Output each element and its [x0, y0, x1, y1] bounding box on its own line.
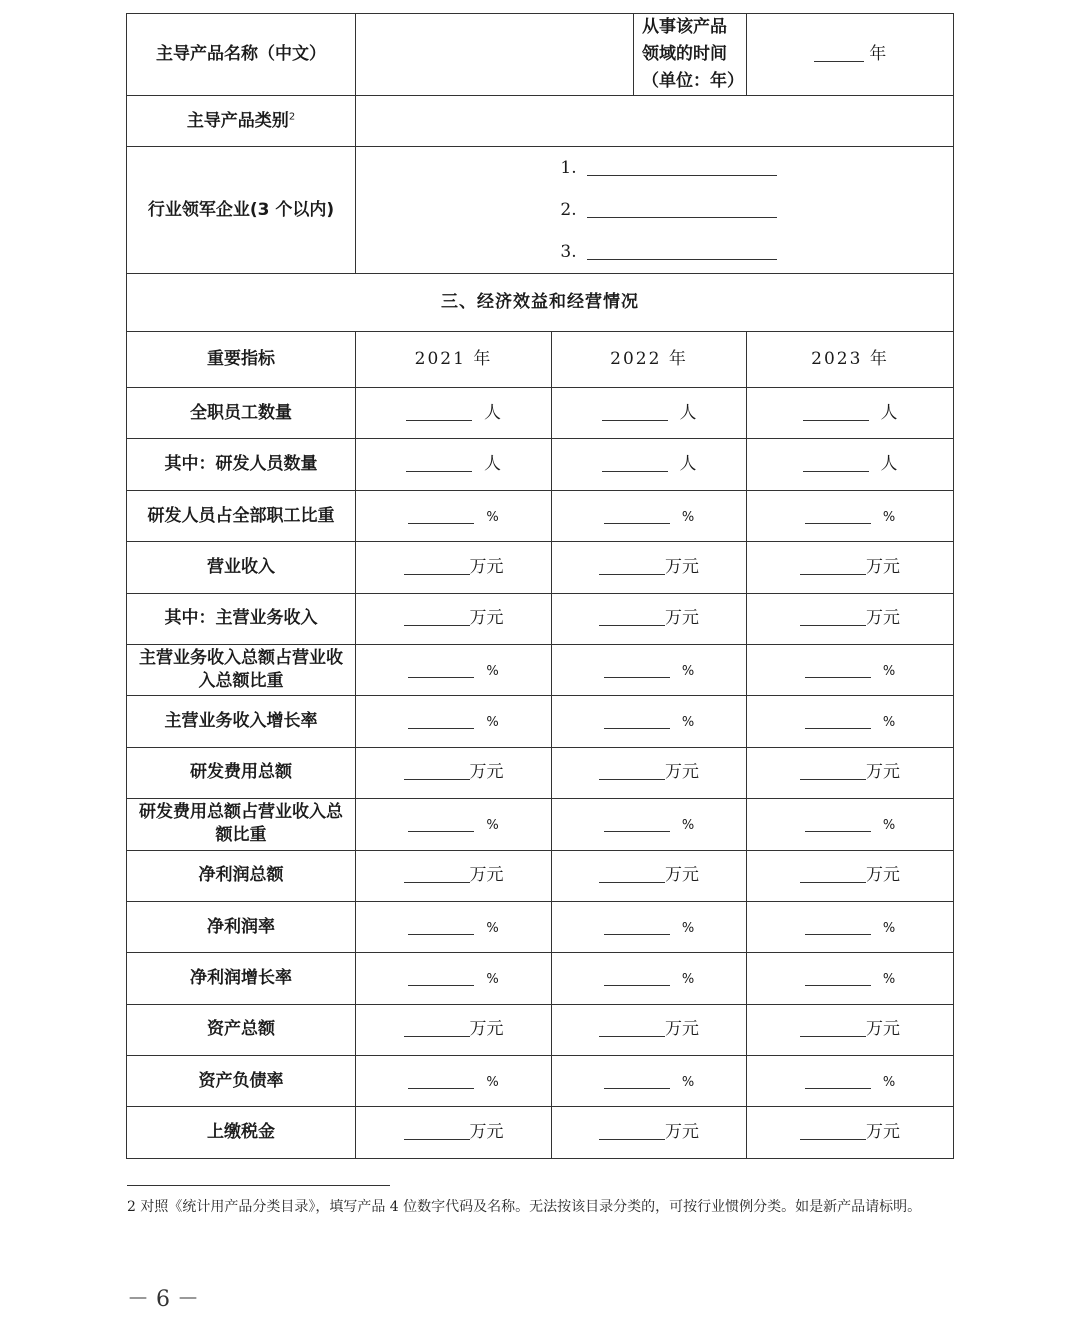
- leader-item-3: 3.: [384, 231, 953, 273]
- value-input-2021[interactable]: [408, 933, 474, 935]
- value-input-2023[interactable]: [805, 727, 871, 729]
- value-cell-2023: [747, 593, 954, 644]
- value-cell-2023: [747, 439, 954, 490]
- footnote-ref: 2: [288, 110, 296, 122]
- value-input-2023[interactable]: [800, 778, 866, 780]
- unit-label: %: [681, 663, 695, 679]
- unit-label: 人: [880, 454, 898, 475]
- page-number: － 6 －: [127, 1287, 199, 1312]
- value-cell-2023: [747, 799, 954, 850]
- footnote-divider: [127, 1185, 390, 1186]
- leader-input-1[interactable]: [587, 174, 777, 176]
- value-cell-2023: [747, 1004, 954, 1055]
- unit-label: 人: [679, 454, 697, 475]
- value-input-2021[interactable]: [404, 778, 470, 780]
- value-input-2021[interactable]: [404, 573, 470, 575]
- value-input-2022[interactable]: [602, 470, 668, 472]
- indicator-label: 全职员工数量: [127, 388, 356, 439]
- value-cell-2022: [552, 593, 747, 644]
- value-cell-2023: [747, 901, 954, 952]
- unit-label: 万元: [866, 762, 900, 783]
- unit-label: 万元: [665, 556, 699, 577]
- value-input-2021[interactable]: [404, 1035, 470, 1037]
- unit-label: %: [681, 817, 695, 833]
- product-category-row: [127, 96, 954, 147]
- section-title: 三、经济效益和经营情况: [127, 274, 954, 332]
- unit-label: %: [681, 509, 695, 525]
- year-header-2022: 2022 年: [552, 332, 747, 388]
- unit-label: 万元: [665, 762, 699, 783]
- value-cell-2022: [552, 439, 747, 490]
- industry-leaders-row: [127, 147, 954, 274]
- indicator-header: 重要指标: [127, 332, 356, 388]
- value-cell-2023: [747, 644, 954, 695]
- unit-label: %: [681, 920, 695, 936]
- value-cell-2022: [552, 850, 747, 901]
- value-input-2022[interactable]: [604, 676, 670, 678]
- value-input-2021[interactable]: [408, 984, 474, 986]
- value-input-2023[interactable]: [800, 573, 866, 575]
- value-cell-2023: [747, 388, 954, 439]
- year-header-2021: 2021 年: [356, 332, 552, 388]
- indicator-row: [127, 388, 954, 439]
- value-cell-2023: [747, 747, 954, 798]
- years-in-field-input[interactable]: [814, 60, 864, 62]
- industry-leaders-list: [356, 147, 954, 274]
- indicator-label: 营业收入: [127, 542, 356, 593]
- value-input-2022[interactable]: [604, 933, 670, 935]
- leader-item-2: 2.: [384, 189, 953, 231]
- unit-label: %: [486, 509, 499, 525]
- value-cell-2021: [356, 439, 552, 490]
- value-cell-2021: [356, 644, 552, 695]
- unit-label: 万元: [866, 865, 900, 886]
- indicator-label: 研发费用总额: [127, 747, 356, 798]
- indicator-label: 资产负债率: [127, 1056, 356, 1107]
- unit-label: 万元: [665, 865, 699, 886]
- value-cell-2023: [747, 1056, 954, 1107]
- product-category-label: 主导产品类别: [186, 110, 289, 131]
- product-name-row: [127, 14, 954, 96]
- product-category-field[interactable]: [356, 96, 954, 147]
- unit-label: 万元: [866, 1122, 900, 1143]
- indicator-row: [127, 439, 954, 490]
- value-input-2022[interactable]: [604, 984, 670, 986]
- unit-label: %: [486, 920, 499, 936]
- value-cell-2023: [747, 850, 954, 901]
- value-cell-2022: [552, 1056, 747, 1107]
- unit-label: 万元: [665, 1019, 699, 1040]
- unit-label: %: [486, 817, 499, 833]
- value-input-2023[interactable]: [800, 881, 866, 883]
- value-cell-2021: [356, 1004, 552, 1055]
- value-input-2023[interactable]: [803, 470, 869, 472]
- value-input-2021[interactable]: [406, 419, 472, 421]
- unit-label: 人: [679, 402, 697, 423]
- value-input-2022[interactable]: [599, 881, 665, 883]
- unit-label: %: [681, 715, 695, 731]
- value-input-2022[interactable]: [599, 778, 665, 780]
- unit-label: %: [882, 715, 896, 731]
- value-cell-2021: [356, 799, 552, 850]
- indicator-row: [127, 953, 954, 1004]
- value-input-2023[interactable]: [805, 1087, 871, 1089]
- unit-label: 人: [484, 454, 501, 475]
- unit-label: 万元: [469, 1122, 504, 1143]
- leader-input-2[interactable]: [587, 216, 777, 218]
- indicator-rows: [127, 388, 954, 1159]
- value-cell-2021: [356, 696, 552, 747]
- industry-leaders-label: 行业领军企业(3 个以内): [127, 147, 356, 274]
- value-input-2023[interactable]: [805, 984, 871, 986]
- value-input-2023[interactable]: [800, 1138, 866, 1140]
- unit-label: %: [882, 663, 896, 679]
- indicator-label: 净利润率: [127, 901, 356, 952]
- years-unit: 年: [869, 44, 887, 65]
- indicator-label: 主营业务收入增长率: [127, 696, 356, 747]
- indicator-row: [127, 1004, 954, 1055]
- unit-label: %: [486, 663, 499, 679]
- application-form-table: [126, 13, 954, 1159]
- indicator-label: 净利润增长率: [127, 953, 356, 1004]
- product-name-label: 主导产品名称（中文）: [127, 14, 356, 96]
- value-cell-2022: [552, 388, 747, 439]
- years-in-field-label: 从事该产品领域的时间（单位：年）: [634, 14, 747, 96]
- section-title-row: [127, 274, 954, 332]
- unit-label: 万元: [469, 1019, 504, 1040]
- unit-label: %: [882, 1074, 896, 1090]
- value-cell-2021: [356, 542, 552, 593]
- value-input-2021[interactable]: [408, 1087, 474, 1089]
- value-input-2022[interactable]: [599, 1035, 665, 1037]
- indicator-row: [127, 747, 954, 798]
- value-cell-2021: [356, 850, 552, 901]
- leader-item-1: 1.: [384, 147, 953, 189]
- indicator-label: 净利润总额: [127, 850, 356, 901]
- value-input-2023[interactable]: [805, 676, 871, 678]
- unit-label: %: [882, 509, 896, 525]
- unit-label: 万元: [469, 865, 504, 886]
- unit-label: %: [882, 920, 896, 936]
- footnote: 2 对照《统计用产品分类目录》，填写产品 4 位数字代码及名称。无法按该目录分类的，可按行业惯例分类。如是新产品请标明。: [127, 1199, 922, 1215]
- value-input-2023[interactable]: [803, 419, 869, 421]
- value-cell-2022: [552, 747, 747, 798]
- value-cell-2023: [747, 490, 954, 541]
- product-name-field[interactable]: [356, 14, 634, 96]
- indicator-row: [127, 644, 954, 695]
- value-cell-2022: [552, 644, 747, 695]
- product-category-label-cell: [127, 96, 356, 147]
- value-input-2021[interactable]: [408, 676, 474, 678]
- value-input-2023[interactable]: [800, 1035, 866, 1037]
- value-cell-2023: [747, 953, 954, 1004]
- value-input-2022[interactable]: [602, 419, 668, 421]
- unit-label: 人: [484, 402, 501, 423]
- value-cell-2021: [356, 388, 552, 439]
- value-cell-2022: [552, 542, 747, 593]
- indicator-label: 上缴税金: [127, 1107, 356, 1158]
- value-cell-2022: [552, 1107, 747, 1158]
- indicator-row: [127, 696, 954, 747]
- value-input-2021[interactable]: [404, 624, 470, 626]
- value-input-2022[interactable]: [604, 830, 670, 832]
- unit-label: 万元: [469, 608, 504, 629]
- indicator-row: [127, 1056, 954, 1107]
- value-cell-2022: [552, 901, 747, 952]
- indicator-row: [127, 542, 954, 593]
- unit-label: 万元: [665, 1122, 699, 1143]
- value-cell-2022: [552, 799, 747, 850]
- value-input-2021[interactable]: [404, 881, 470, 883]
- unit-label: 万元: [665, 608, 699, 629]
- value-input-2022[interactable]: [604, 1087, 670, 1089]
- value-input-2021[interactable]: [404, 1138, 470, 1140]
- indicator-label: 研发人员占全部职工比重: [127, 490, 356, 541]
- unit-label: %: [882, 817, 896, 833]
- indicator-row: [127, 850, 954, 901]
- value-cell-2021: [356, 901, 552, 952]
- value-input-2022[interactable]: [599, 624, 665, 626]
- indicator-label: 主营业务收入总额占营业收入总额比重: [127, 644, 356, 695]
- value-cell-2022: [552, 1004, 747, 1055]
- value-cell-2021: [356, 593, 552, 644]
- indicator-header-row: [127, 332, 954, 388]
- unit-label: 万元: [866, 556, 900, 577]
- unit-label: %: [681, 972, 695, 988]
- value-input-2021[interactable]: [408, 522, 474, 524]
- year-header-2023: 2023 年: [747, 332, 954, 388]
- unit-label: 万元: [469, 556, 504, 577]
- value-cell-2021: [356, 953, 552, 1004]
- value-cell-2021: [356, 490, 552, 541]
- unit-label: %: [486, 1074, 499, 1090]
- indicator-row: [127, 593, 954, 644]
- unit-label: %: [681, 1074, 695, 1090]
- value-cell-2022: [552, 490, 747, 541]
- value-input-2023[interactable]: [800, 624, 866, 626]
- indicator-row: [127, 799, 954, 850]
- value-cell-2023: [747, 1107, 954, 1158]
- value-cell-2022: [552, 696, 747, 747]
- indicator-row: [127, 490, 954, 541]
- unit-label: %: [486, 972, 499, 988]
- value-input-2023[interactable]: [805, 933, 871, 935]
- value-input-2023[interactable]: [805, 522, 871, 524]
- value-input-2023[interactable]: [805, 830, 871, 832]
- value-cell-2021: [356, 1056, 552, 1107]
- value-cell-2023: [747, 696, 954, 747]
- leader-input-3[interactable]: [587, 258, 777, 260]
- unit-label: %: [486, 715, 499, 731]
- unit-label: %: [882, 972, 896, 988]
- value-cell-2021: [356, 747, 552, 798]
- value-input-2022[interactable]: [604, 727, 670, 729]
- value-cell-2021: [356, 1107, 552, 1158]
- value-input-2022[interactable]: [599, 573, 665, 575]
- value-input-2021[interactable]: [408, 830, 474, 832]
- value-input-2021[interactable]: [406, 470, 472, 472]
- indicator-label: 其中：研发人员数量: [127, 439, 356, 490]
- value-cell-2022: [552, 953, 747, 1004]
- indicator-label: 其中：主营业务收入: [127, 593, 356, 644]
- indicator-label: 资产总额: [127, 1004, 356, 1055]
- indicator-row: [127, 1107, 954, 1158]
- value-cell-2023: [747, 542, 954, 593]
- unit-label: 万元: [866, 1019, 900, 1040]
- years-in-field-cell: [747, 14, 954, 96]
- value-input-2022[interactable]: [599, 1138, 665, 1140]
- value-input-2022[interactable]: [604, 522, 670, 524]
- indicator-label: 研发费用总额占营业收入总额比重: [127, 799, 356, 850]
- indicator-row: [127, 901, 954, 952]
- value-input-2021[interactable]: [408, 727, 474, 729]
- unit-label: 人: [880, 402, 898, 423]
- unit-label: 万元: [866, 608, 900, 629]
- unit-label: 万元: [469, 762, 504, 783]
